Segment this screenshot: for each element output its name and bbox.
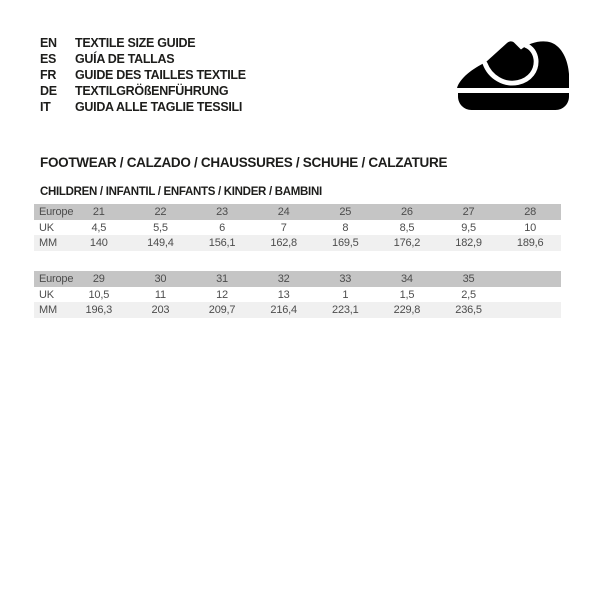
- language-title: GUIDA ALLE TAGLIE TESSILI: [75, 100, 243, 114]
- size-value: 8,5: [399, 221, 415, 234]
- row-label: MM: [39, 237, 57, 250]
- size-row-mm: [34, 302, 561, 318]
- size-value: 8: [342, 221, 349, 234]
- size-value: 182,9: [455, 237, 482, 250]
- size-value: 13: [277, 288, 290, 301]
- size-value: 196,3: [85, 304, 113, 317]
- language-code: DE: [40, 84, 57, 98]
- language-row-en: [40, 35, 246, 51]
- size-row-europe: [34, 204, 561, 220]
- size-value: 9,5: [461, 221, 476, 234]
- size-value: 12: [216, 288, 228, 301]
- size-value: 1,5: [399, 288, 415, 301]
- language-row-fr: [40, 67, 246, 83]
- language-title: GUIDE DES TAILLES TEXTILE: [75, 68, 246, 82]
- size-value: 2,5: [461, 288, 476, 301]
- size-value: 189,6: [516, 237, 544, 250]
- size-row-europe: [34, 271, 561, 287]
- size-row-mm: [34, 235, 561, 251]
- language-code: IT: [40, 100, 51, 114]
- size-value: 229,8: [393, 304, 421, 317]
- size-value: 26: [401, 205, 413, 218]
- size-value: 25: [339, 205, 352, 218]
- section-title: FOOTWEAR / CALZADO / CHAUSSURES / SCHUHE / CALZATURE: [40, 155, 448, 170]
- size-value: 23: [216, 205, 228, 218]
- size-value: 10: [524, 221, 537, 234]
- size-row-uk: [34, 287, 561, 303]
- language-row-de: [40, 83, 246, 99]
- language-row-it: [40, 99, 246, 115]
- size-value: 140: [89, 237, 108, 250]
- size-row-uk: [34, 220, 561, 236]
- size-value: 5,5: [153, 221, 168, 234]
- language-title: TEXTILE SIZE GUIDE: [75, 36, 196, 50]
- size-value: 223,1: [332, 304, 359, 317]
- size-value: 22: [154, 205, 167, 218]
- language-row-es: [40, 51, 246, 67]
- size-value: 21: [92, 205, 105, 218]
- size-value: 24: [277, 205, 290, 218]
- size-value: 32: [277, 272, 290, 285]
- row-label: Europe: [39, 205, 74, 218]
- language-title: TEXTILGRÖßENFÜHRUNG: [75, 84, 229, 98]
- row-label: UK: [39, 288, 54, 301]
- shoe-icon: [452, 32, 574, 114]
- row-label: Europe: [39, 272, 74, 285]
- size-value: 176,2: [393, 237, 421, 250]
- size-value: 156,1: [208, 237, 236, 250]
- language-title-list: [40, 35, 246, 115]
- size-value: 29: [92, 272, 105, 285]
- size-value: 35: [462, 272, 475, 285]
- size-value: 33: [339, 272, 352, 285]
- size-value: 1: [342, 288, 349, 301]
- size-value: 27: [462, 205, 475, 218]
- size-table-1: [34, 204, 561, 251]
- brand-logo: [452, 32, 574, 114]
- size-value: 169,5: [332, 237, 359, 250]
- size-value: 28: [524, 205, 537, 218]
- size-value: 6: [219, 221, 226, 234]
- size-value: 10,5: [88, 288, 110, 301]
- language-title: GUÍA DE TALLAS: [75, 52, 175, 66]
- row-label: MM: [39, 304, 57, 317]
- size-value: 4,5: [91, 221, 107, 234]
- language-code: FR: [40, 68, 57, 82]
- size-value: 216,4: [270, 304, 297, 317]
- size-value: 209,7: [208, 304, 236, 317]
- size-value: 11: [154, 288, 166, 301]
- size-value: 203: [151, 304, 170, 317]
- section-subtitle: CHILDREN / INFANTIL / ENFANTS / KINDER / BAMBINI: [40, 186, 322, 198]
- size-value: 236,5: [455, 304, 482, 317]
- size-value: 34: [401, 272, 413, 285]
- language-code: EN: [40, 36, 57, 50]
- size-value: 162,8: [270, 237, 297, 250]
- size-value: 31: [216, 272, 228, 285]
- size-value: 30: [154, 272, 167, 285]
- size-tables: [34, 204, 561, 318]
- shoe-sole: [458, 93, 569, 110]
- size-value: 7: [280, 221, 287, 234]
- size-value: 149,4: [147, 237, 174, 250]
- language-code: ES: [40, 52, 57, 66]
- row-label: UK: [39, 221, 54, 234]
- size-table-2: [34, 271, 561, 318]
